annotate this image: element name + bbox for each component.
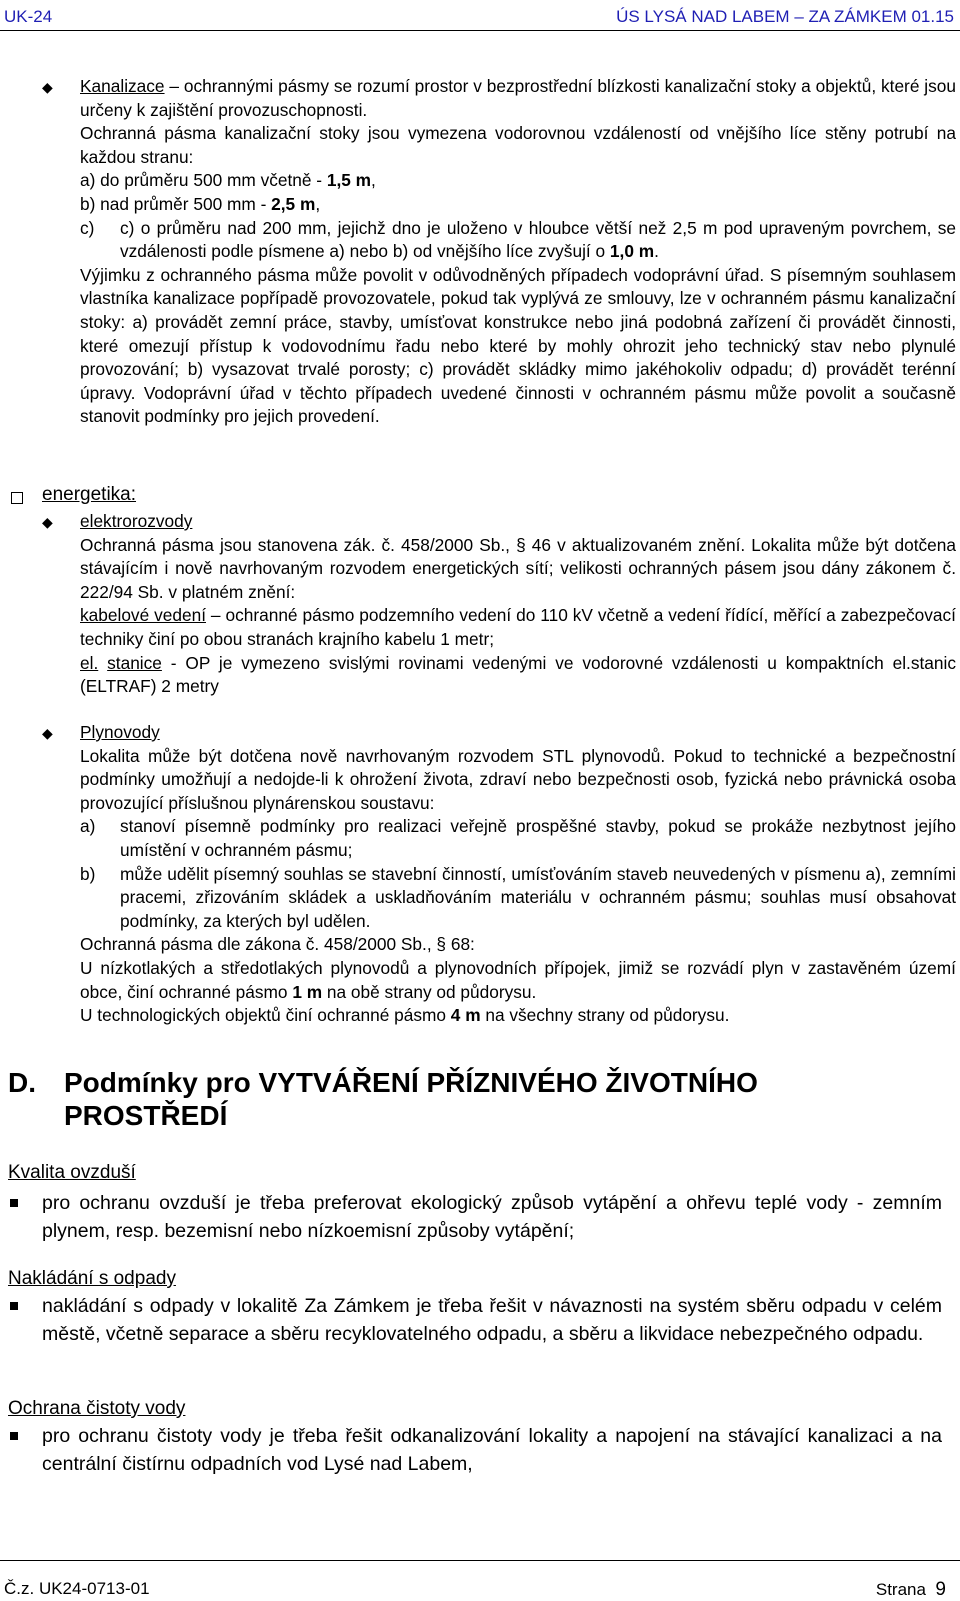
bullet-diamond-icon: ◆ (42, 725, 53, 741)
energetika-title: energetika: (42, 484, 137, 505)
footer-doc-number: Č.z. UK24-0713-01 (4, 1579, 150, 1598)
header-doc-code: UK-24 (4, 7, 53, 26)
bullet-diamond-icon: ◆ (42, 514, 53, 530)
voda-item: pro ochranu čistoty vody je třeba řešit odkanalizování lokality a napojení na stávající kanalizaci a na centrální čistírnu odpadních vod Lysé nad Labem, (42, 1425, 942, 1475)
kanalizace-item-a: a) do průměru 500 mm včetně - 1,5 m, (80, 170, 376, 191)
elektro-para: Ochranná pásma jsou stanovena zák. č. 458/2000 Sb., § 46 v aktualizovaném znění. Lokalita může být dotčena stávajícím i nově navrhovaným rozvodem energetických sítí; velikosti ochranných pásem jsou dány zákonem č. 222/94 Sb. v platném znění: (80, 534, 956, 602)
bullet-square-icon (10, 1432, 18, 1440)
odpady-item: nakládání s odpady v lokalitě Za Zámkem je třeba řešit v návaznosti na systém sběru odpadu v celém městě, včetně separace a sběru recyklovatelného odpadu, a sběru a likvidace nebezpečného odpadu. (42, 1295, 942, 1345)
checkbox-icon (11, 492, 23, 504)
plynovody-block (80, 721, 956, 1028)
plynovody-item-b: b) může udělit písemný souhlas se stavební činností, umísťováním staveb neuvedených v písmenu a), zemními pracemi, zřizováním skládek a uskladňováním materiálu v ochranném pásmu; souhlas musí obsahovat podmínky, za kterých byl udělen. (80, 863, 956, 931)
plynovody-law: Ochranná pásma dle zákona č. 458/2000 Sb., § 68: (80, 934, 475, 955)
voda-title: Ochrana čistoty vody (8, 1398, 186, 1419)
bullet-diamond-icon: ◆ (42, 79, 53, 95)
section-number: D. (8, 1067, 36, 1098)
bullet-square-icon (10, 1302, 18, 1310)
page-footer (0, 1560, 960, 1600)
plynovody-technolog: U technologických objektů činí ochranné pásmo 4 m na všechny strany od půdorysu. (80, 1005, 730, 1026)
elektro-block (80, 510, 956, 699)
plynovody-para: Lokalita může být dotčena nově navrhovaným rozvodem STL plynovodů. Pokud to technické a bezpečnostní podmínky umožňují a nedojde-li k ohrožení života, zdraví nebo bezpečnosti osob, fyzická nebo právnická osoba provozující příslušnou plynárenskou soustavu: (80, 745, 956, 813)
section-title: Podmínky pro VYTVÁŘENÍ PŘÍZNIVÉHO ŽIVOTNÍHO PROSTŘEDÍ (64, 1067, 758, 1131)
ovzdusi-title: Kvalita ovzduší (8, 1162, 136, 1183)
elektro-stanice: el. stanice - OP je vymezeno svislými rovinami vedenými ve vodorovné vzdálenosti u kompaktních el.stanic (ELTRAF) 2 metry (80, 652, 956, 697)
elektro-kabel: kabelové vedení – ochranné pásmo podzemního vedení do 110 kV včetně a vedení řídící, měřící a zabezpečovací techniky činí po obou stranách krajního kabelu 1 metr; (80, 605, 956, 649)
odpady-title: Nakládání s odpady (8, 1268, 176, 1289)
kanalizace-title: Kanalizace (80, 76, 165, 96)
footer-page: Strana 9 (875, 1579, 946, 1600)
kanalizace-exceptions: Výjimku z ochranného pásma může povolit v odůvodněných případech vodoprávní úřad. S písemným souhlasem vlastníka kanalizace popřípadě provozovatele, pokud tak vyplývá ze smlouvy, lze v ochranném pásmu kanalizační stoky: a) provádět zemní práce, stavby, umísťovat konstrukce nebo jiná podobná zařízení či provádět činnosti, které omezují přístup k vodovodnímu řadu nebo které by mohly ohrozit jeho technický stav nebo plynulé provozování; b) vysazovat trvalé porosty; c) provádět skládky mimo jakéhokoliv odpadu; d) provádět terénní úpravy. Vodoprávní úřad v těchto případech uvedené činnosti v ochranném pásmu může povolit a současně stanovit podmínky pro jejich provedení. (80, 264, 956, 427)
kanalizace-para: Ochranná pásma kanalizační stoky jsou vymezena vodorovnou vzdáleností od vnějšího líce stěny potrubí na každou stranu: (80, 123, 956, 167)
kanalizace-item-c: c) c) o průměru nad 200 mm, jejichž dno je uloženo v hloubce větší než 2,5 m pod upraveným povrchem, se vzdálenosti podle písmene a) nebo b) od vnějšího líce zvyšují o 1,0 m. (80, 217, 956, 262)
plynovody-item-a: a) stanoví písemně podmínky pro realizaci veřejně prospěšné stavby, pokud se prokáže nezbytnost jejího umístění v ochranném pásmu; (80, 816, 956, 860)
kanalizace-intro: – ochrannými pásmy se rozumí prostor v bezprostřední blízkosti kanalizační stoky a objektů, které jsou určeny k zajištění provozuschopnosti. (80, 76, 956, 120)
elektro-title: elektrorozvody (80, 511, 193, 531)
page-header (0, 0, 960, 31)
plynovody-title: Plynovody (80, 722, 160, 742)
kanalizace-item-b: b) nad průměr 500 mm - 2,5 m, (80, 193, 321, 214)
bullet-square-icon (10, 1199, 18, 1207)
plynovody-nizkotlak: U nízkotlakých a středotlakých plynovodů a plynovodních přípojek, jimiž se rozvádí plyn v zastavěném území obce, činí ochranné pásmo 1 m na obě strany od půdorysu. (80, 957, 956, 1002)
header-doc-title: ÚS LYSÁ NAD LABEM – ZA ZÁMKEM 01.15 (616, 7, 954, 26)
ovzdusi-item: pro ochranu ovzduší je třeba preferovat ekologický způsob vytápění a ohřevu teplé vody - zemním plynem, resp. bezemisní nebo nízkoemisní způsoby vytápění; (42, 1192, 942, 1242)
kanalizace-block (80, 75, 956, 429)
